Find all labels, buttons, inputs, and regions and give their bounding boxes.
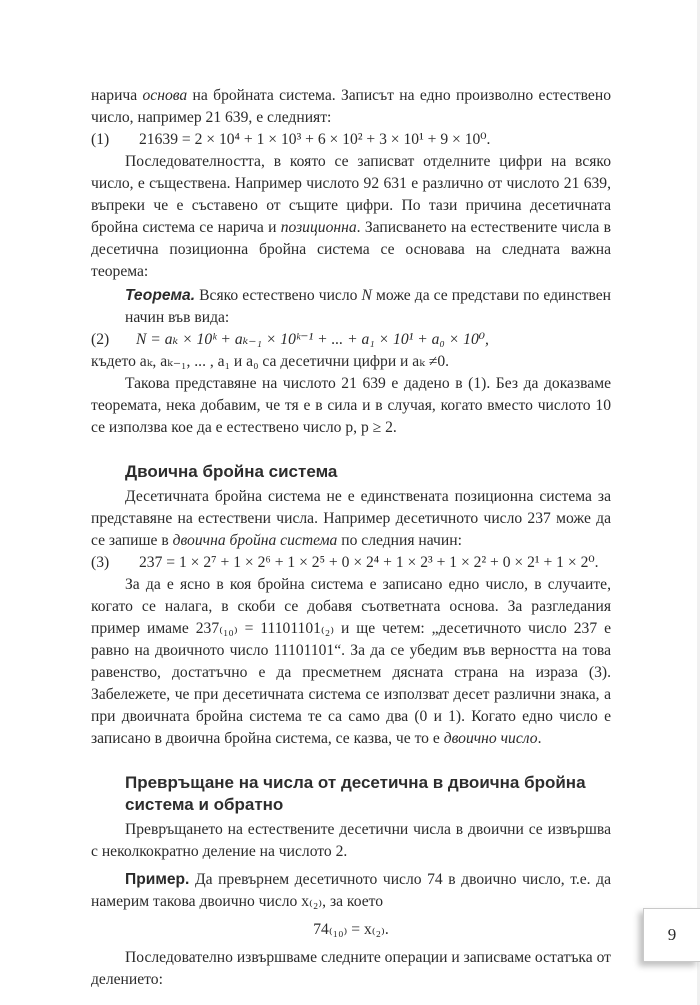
equation-1-body: 21639 = 2 × 10⁴ + 1 × 10³ + 6 × 10² + 3 × 10¹ + 9 × 10⁰. bbox=[139, 131, 491, 148]
theorem-text: Всяко естествено число bbox=[195, 287, 362, 304]
equation-3-number: (3) bbox=[91, 554, 110, 571]
equation-4-body: 74₍₁₀₎ = x₍₂₎. bbox=[313, 921, 389, 938]
equation-2-where: където aₖ, aₖ₋₁, ... , a₁ и a₀ са десетични цифри и aₖ ≠0. bbox=[91, 353, 450, 370]
equation-1-number: (1) bbox=[91, 131, 110, 148]
sequence-text: Последователността, в която се записват отделните цифри на всяко число, е съществена. Например числото 92 631 е различно от числото 21 639, въпреки че е съставено от същите цифри. По тази причина десетичната бройна система се нарича и bbox=[91, 153, 611, 236]
notation-text: За да е ясно в коя бройна система е записано едно число, в случаите, когато се налага, в скоби се добавя съответната основа. За разгледания пример имаме 237₍₁₀₎ = 11101101₍₂₎ и ще четем: „десетичното число 237 е равно на двоичното число 11101101“. За да се убедим във верността на това равенство, достатъчно е да пресметнем дясната страна на израза (3). Забележете, че при десетичната система се използват десет различни знака, а при двоичната бройна система те са само два (0 и 1). Когато едно число е записано в двоична бройна система, се казва, че то е bbox=[91, 576, 611, 747]
sequence-emphasis: позиционна bbox=[280, 219, 357, 236]
notation-text-end: . bbox=[537, 730, 542, 747]
representation-paragraph: Такова представяне на числото 21 639 е дадено в (1). Без да доказваме теоремата, нека добавим, че тя е в сила и в случая, когато вместо числото 10 се използва кое да е естествено число p, p ≥ 2. bbox=[91, 375, 611, 436]
equation-1 bbox=[91, 129, 611, 151]
example-label: Пример. bbox=[125, 871, 190, 888]
page-content bbox=[91, 85, 611, 991]
intro-emphasis: основа bbox=[142, 87, 188, 104]
page-number: 9 bbox=[667, 925, 677, 944]
theorem-paragraph bbox=[91, 285, 611, 329]
intro-text-end: на бройната система. Записът на едно произволно естествено число, например 21 639, е следният: bbox=[91, 87, 611, 126]
sequence-text-end: . Записването на естествените числа в десетична позиционна бройна система се основава на следната важна теорема: bbox=[91, 219, 611, 280]
example-paragraph bbox=[91, 869, 611, 913]
final-paragraph: Последователно извършваме следните операции и записваме остатъка от делението: bbox=[91, 949, 611, 988]
section-heading-conversion: Превръщане на числа от десетична в двоична бройна система и обратно bbox=[125, 773, 586, 814]
equation-3-body: 237 = 1 × 2⁷ + 1 × 2⁶ + 1 × 2⁵ + 0 × 2⁴ + 1 × 2³ + 1 × 2² + 0 × 2¹ + 1 × 2⁰. bbox=[139, 554, 599, 571]
equation-2-number: (2) bbox=[91, 331, 110, 348]
conversion-paragraph: Превръщането на естествените десетични числа в двоични се извършва с неколкократно деление на числото 2. bbox=[91, 821, 611, 860]
notation-emphasis: двоично число bbox=[443, 730, 538, 747]
binary-text: Десетичната бройна система не е единствената позиционна система за представяне на естествени числа. Например десетичното число 237 може да се запише в bbox=[91, 488, 611, 549]
theorem-text-end: може да се представи по единствен начин във вида: bbox=[125, 287, 611, 326]
notation-paragraph bbox=[91, 574, 611, 750]
page-number-tab bbox=[643, 908, 700, 962]
theorem-label: Теорема. bbox=[125, 287, 196, 304]
sequence-paragraph bbox=[91, 151, 611, 283]
example-text: Да превърнем десетичното число 74 в двоично число, т.е. да намерим такова двоично число x₍₂₎, за което bbox=[91, 871, 611, 910]
equation-3 bbox=[91, 552, 611, 574]
intro-text: нарича bbox=[91, 87, 143, 104]
equation-4 bbox=[91, 919, 611, 941]
equation-2 bbox=[91, 329, 611, 351]
binary-text-end: по следния начин: bbox=[337, 532, 462, 549]
intro-paragraph bbox=[91, 85, 611, 129]
equation-2-body: N = aₖ × 10ᵏ + aₖ₋₁ × 10ᵏ⁻¹ + ... + a₁ × 10¹ + a₀ × 10⁰, bbox=[136, 331, 489, 348]
binary-emphasis: двоична бройна система bbox=[172, 532, 338, 549]
theorem-variable: N bbox=[361, 287, 372, 304]
binary-paragraph bbox=[91, 486, 611, 552]
section-heading-binary: Двоична бройна система bbox=[125, 462, 338, 481]
